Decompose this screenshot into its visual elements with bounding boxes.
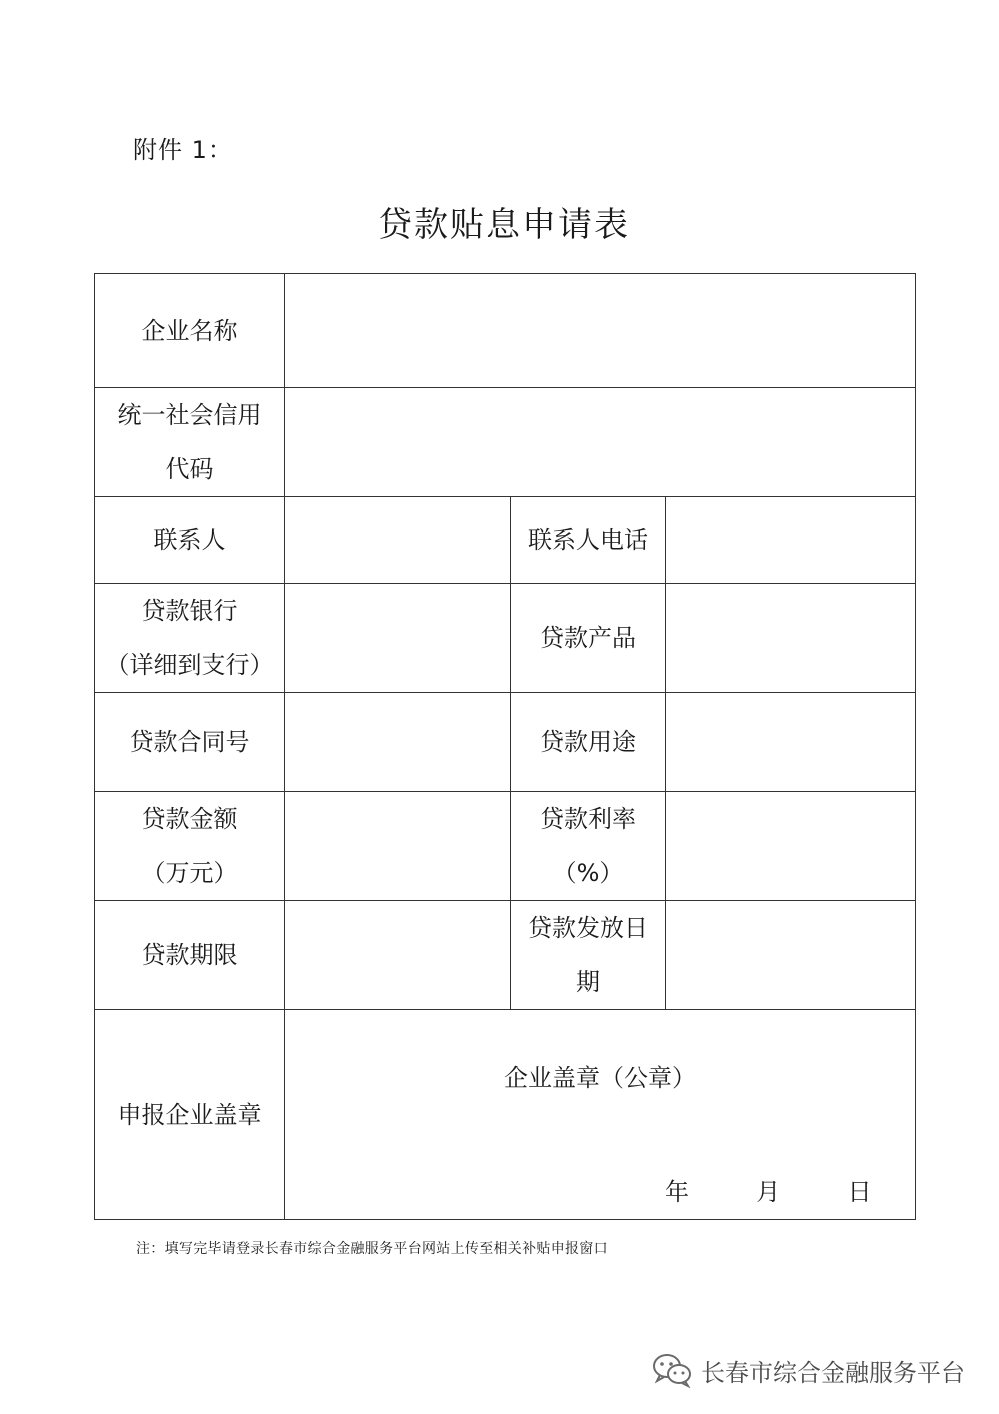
form-title: 贷款贴息申请表: [378, 205, 630, 245]
loan-rate-label: [511, 792, 666, 901]
row-contract: [95, 693, 916, 792]
row-credit-code: [95, 388, 916, 497]
credit-code-label-line1: 统一社会信用: [117, 401, 262, 429]
loan-rate-label-line1: 贷款利率: [540, 805, 636, 833]
contact-field[interactable]: [285, 497, 511, 584]
company-seal-text: 企业盖章（公章）: [504, 1063, 696, 1092]
company-name-label: 企业名称: [95, 274, 285, 388]
disbursement-date-label-line1: 贷款发放日: [528, 914, 648, 942]
loan-amount-label: [95, 792, 285, 901]
loan-rate-label-line2: （%）: [552, 859, 624, 887]
contact-phone-field[interactable]: [666, 497, 916, 584]
date-year-label: 年: [665, 1177, 689, 1206]
loan-product-label: 贷款产品: [511, 584, 666, 693]
disbursement-date-field[interactable]: [666, 901, 916, 1010]
credit-code-label: [95, 388, 285, 497]
loan-amount-label-line2: （万元）: [141, 859, 238, 887]
row-stamp: [95, 1010, 916, 1220]
row-term: [95, 901, 916, 1010]
contact-phone-label: 联系人电话: [511, 497, 666, 584]
date-month-label: 月: [756, 1177, 781, 1206]
stamp-date-line: [665, 1177, 872, 1207]
row-amount: [95, 792, 916, 901]
loan-usage-field[interactable]: [666, 693, 916, 792]
application-form-table: [94, 273, 916, 1220]
attachment-label: 附件 1：: [133, 136, 233, 164]
bank-field[interactable]: [285, 584, 511, 693]
row-contact: [95, 497, 916, 584]
loan-term-label: 贷款期限: [95, 901, 285, 1010]
stamp-area[interactable]: [285, 1010, 916, 1220]
loan-usage-label: 贷款用途: [511, 693, 666, 792]
footnote: 注：填写完毕请登录长春市综合金融服务平台网站上传至相关补贴申报窗口: [136, 1241, 608, 1257]
watermark-text: 长春市综合金融服务平台: [701, 1358, 965, 1387]
watermark: [651, 1352, 965, 1388]
company-name-field[interactable]: [285, 274, 916, 388]
loan-term-field[interactable]: [285, 901, 511, 1010]
contract-number-field[interactable]: [285, 693, 511, 792]
credit-code-field[interactable]: [285, 388, 916, 497]
wechat-icon: [651, 1352, 693, 1388]
row-company-name: [95, 274, 916, 388]
credit-code-label-line2: 代码: [165, 455, 214, 483]
bank-label-line1: 贷款银行: [141, 597, 238, 625]
bank-label-line2: （详细到支行）: [105, 651, 274, 679]
contact-label: 联系人: [95, 497, 285, 584]
disbursement-date-label-line2: 期: [576, 968, 600, 996]
contract-number-label: 贷款合同号: [95, 693, 285, 792]
loan-rate-field[interactable]: [666, 792, 916, 901]
stamp-label: 申报企业盖章: [95, 1010, 285, 1220]
row-bank: [95, 584, 916, 693]
loan-amount-field[interactable]: [285, 792, 511, 901]
loan-amount-label-line1: 贷款金额: [141, 805, 238, 833]
bank-label: [95, 584, 285, 693]
disbursement-date-label: [511, 901, 666, 1010]
date-day-label: 日: [847, 1177, 872, 1206]
loan-product-field[interactable]: [666, 584, 916, 693]
